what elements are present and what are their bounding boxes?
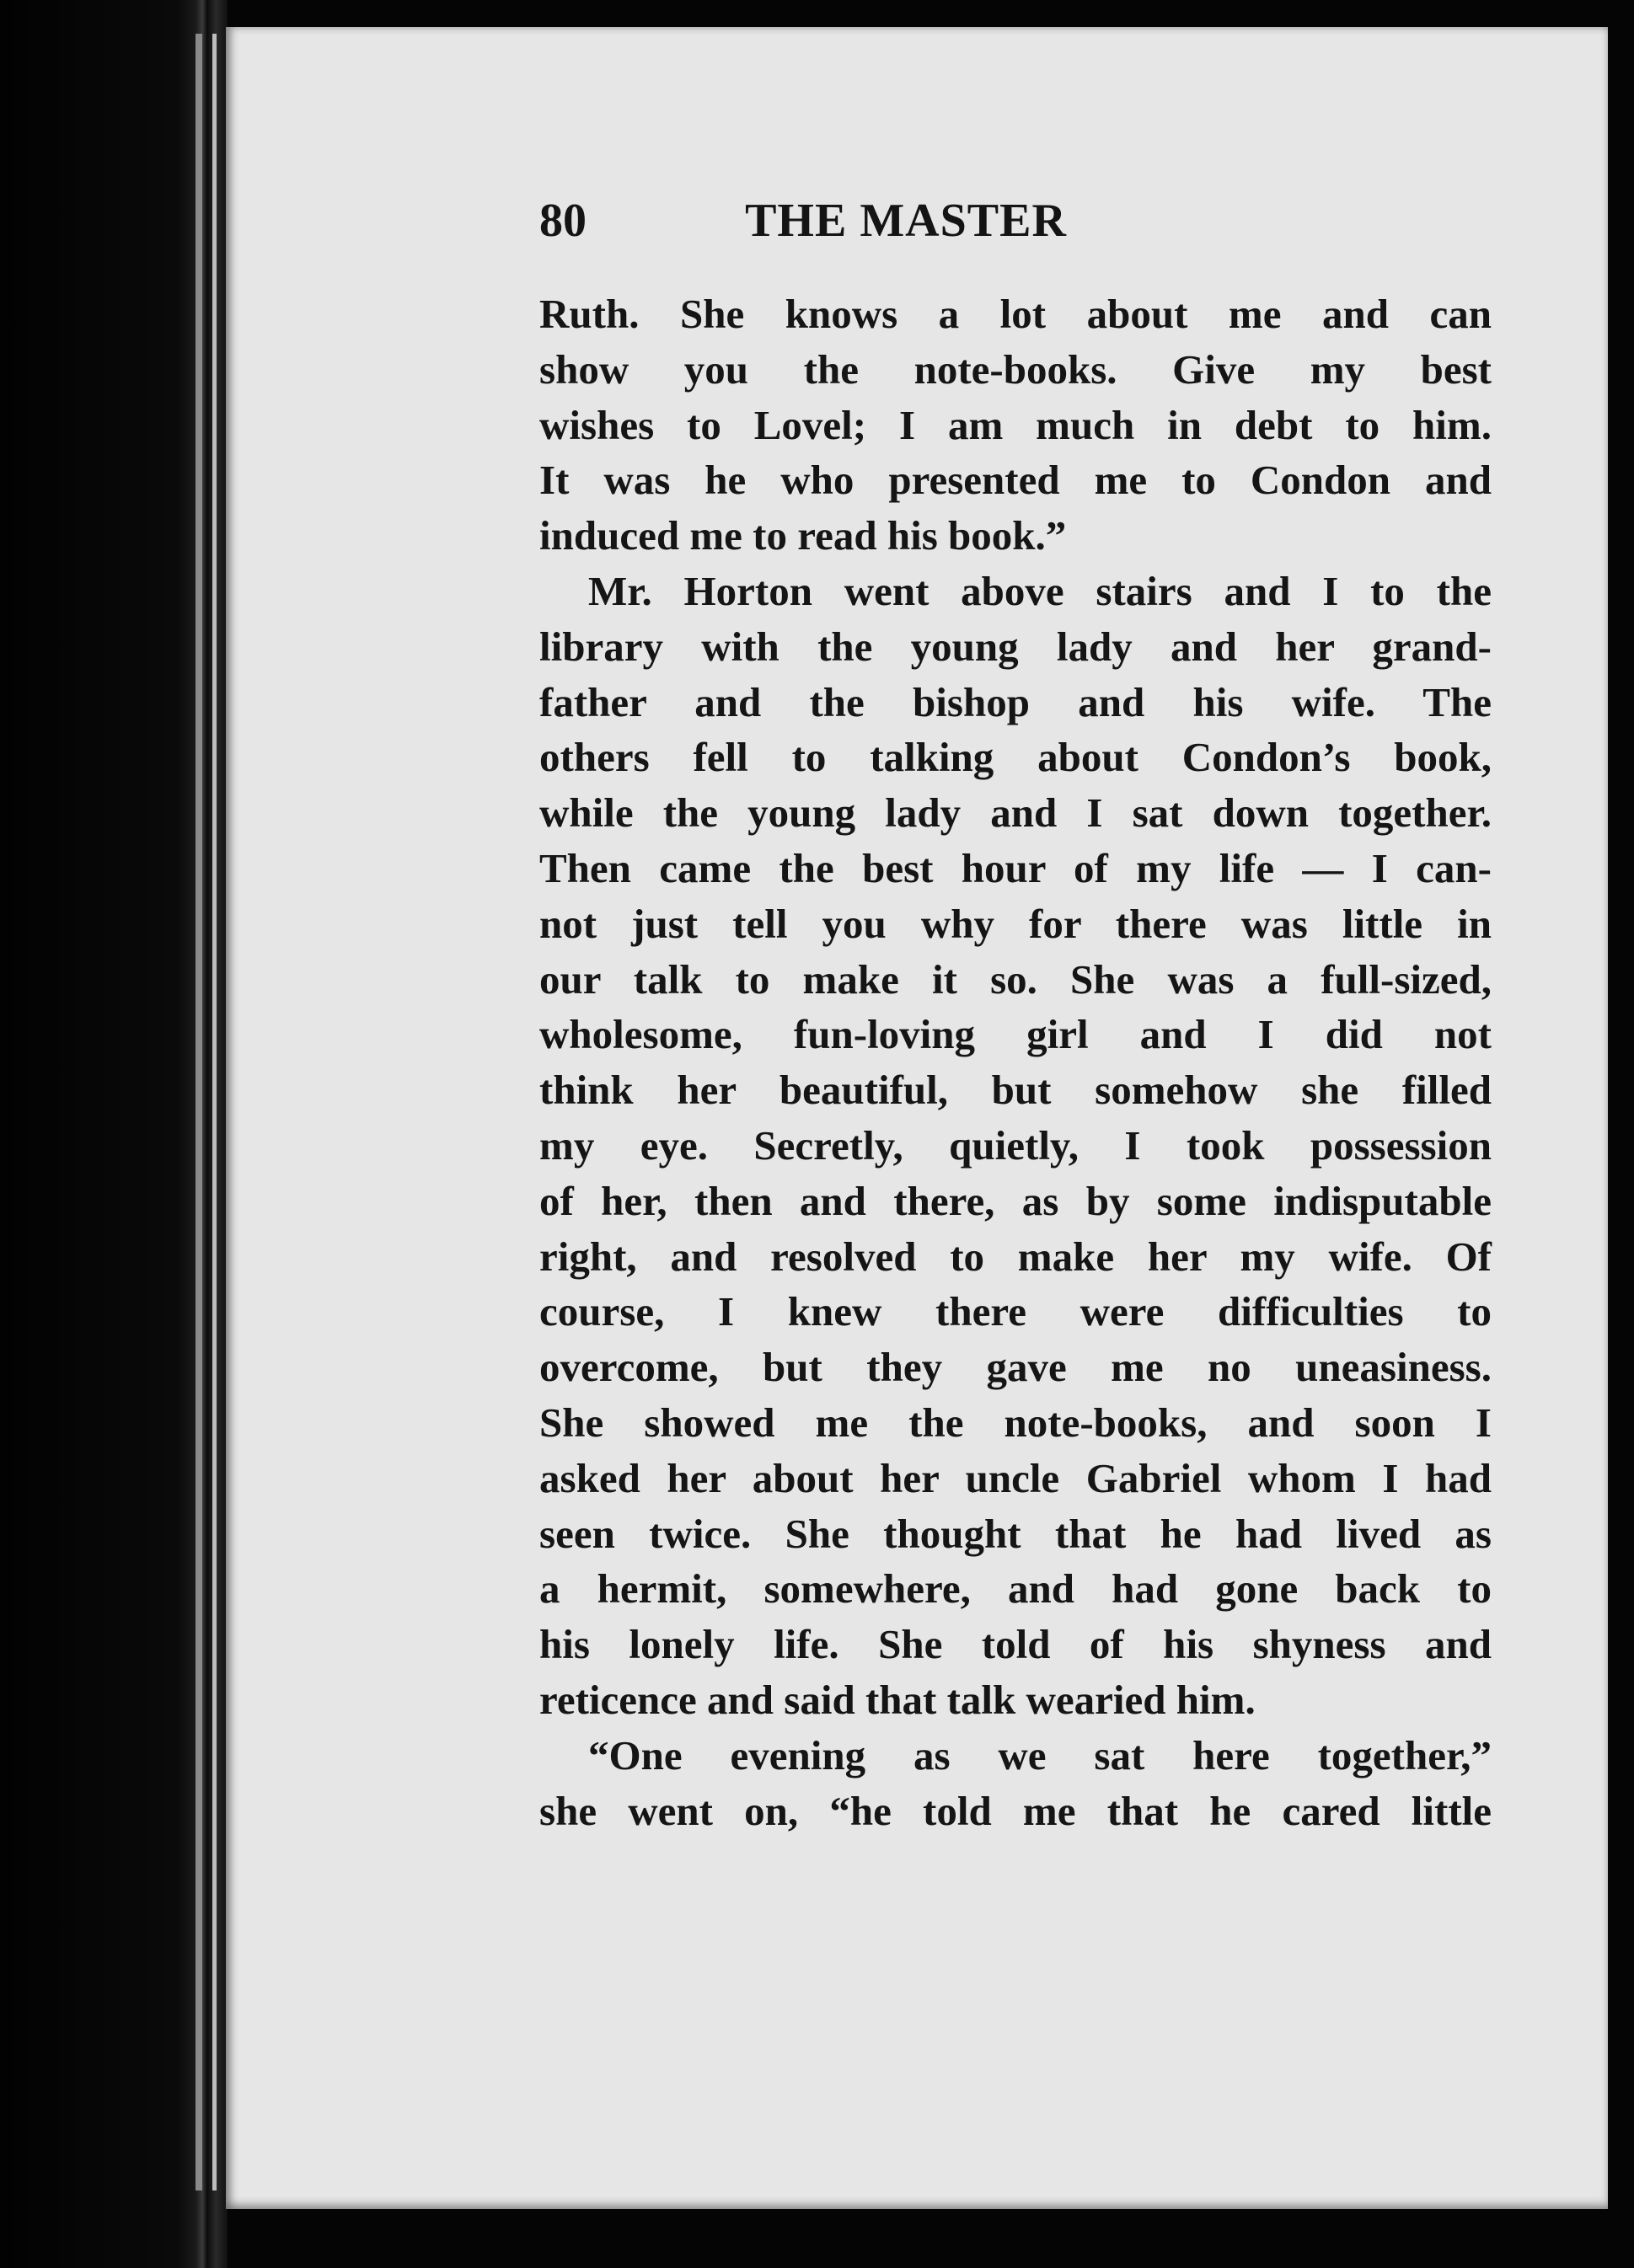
- text-line: show you the note-books. Give my best: [539, 345, 1492, 393]
- text-line: not just tell you why for there was little in: [539, 900, 1492, 947]
- text-line: father and the bishop and his wife. The: [539, 678, 1492, 725]
- text-line: our talk to make it so. She was a full-sized,: [539, 955, 1492, 1003]
- page-edge-line: [212, 34, 217, 2190]
- text-line: reticence and said that talk wearied him.: [539, 1676, 1256, 1723]
- text-line: of her, then and there, as by some indisputable: [539, 1177, 1492, 1224]
- text-line: It was he who presented me to Condon and: [539, 457, 1492, 504]
- text-line: She showed me the note-books, and soon I: [539, 1399, 1492, 1446]
- text-line: a hermit, somewhere, and had gone back to: [539, 1565, 1492, 1613]
- text-line: Mr. Horton went above stairs and I to the: [588, 567, 1492, 614]
- text-line: Ruth. She knows a lot about me and can: [539, 291, 1492, 337]
- body-text: [539, 286, 1492, 1838]
- running-head: THE MASTER: [745, 195, 1067, 247]
- text-line: while the young lady and I sat down together.: [539, 789, 1492, 837]
- text-line: she went on, “he told me that he cared little: [539, 1787, 1492, 1834]
- text-line: right, and resolved to make her my wife. Of: [539, 1233, 1492, 1280]
- text-line: wishes to Lovel; I am much in debt to him.: [539, 401, 1492, 448]
- text-line: induced me to read his book.”: [539, 512, 1067, 559]
- text-line: his lonely life. She told of his shyness and: [539, 1621, 1492, 1668]
- text-line: Then came the best hour of my life — I can-: [539, 844, 1492, 891]
- book-spine: [0, 0, 228, 2268]
- text-line: think her beautiful, but somehow she filled: [539, 1067, 1492, 1114]
- page-number: 80: [539, 195, 587, 247]
- page-header: [312, 194, 1500, 270]
- text-line: others fell to talking about Condon’s book,: [539, 734, 1492, 781]
- page-edge-line: [196, 34, 202, 2190]
- text-line: asked her about her uncle Gabriel whom I had: [539, 1454, 1492, 1501]
- text-line: overcome, but they gave me no uneasiness.: [539, 1344, 1492, 1391]
- text-line: “One evening as we sat here together,”: [588, 1731, 1492, 1779]
- text-line: seen twice. She thought that he had lived as: [539, 1510, 1492, 1557]
- text-line: course, I knew there were difficulties to: [539, 1288, 1492, 1335]
- text-line: my eye. Secretly, quietly, I took possession: [539, 1121, 1492, 1169]
- text-line: library with the young lady and her grand-: [539, 623, 1492, 670]
- text-line: wholesome, fun-loving girl and I did not: [539, 1011, 1492, 1058]
